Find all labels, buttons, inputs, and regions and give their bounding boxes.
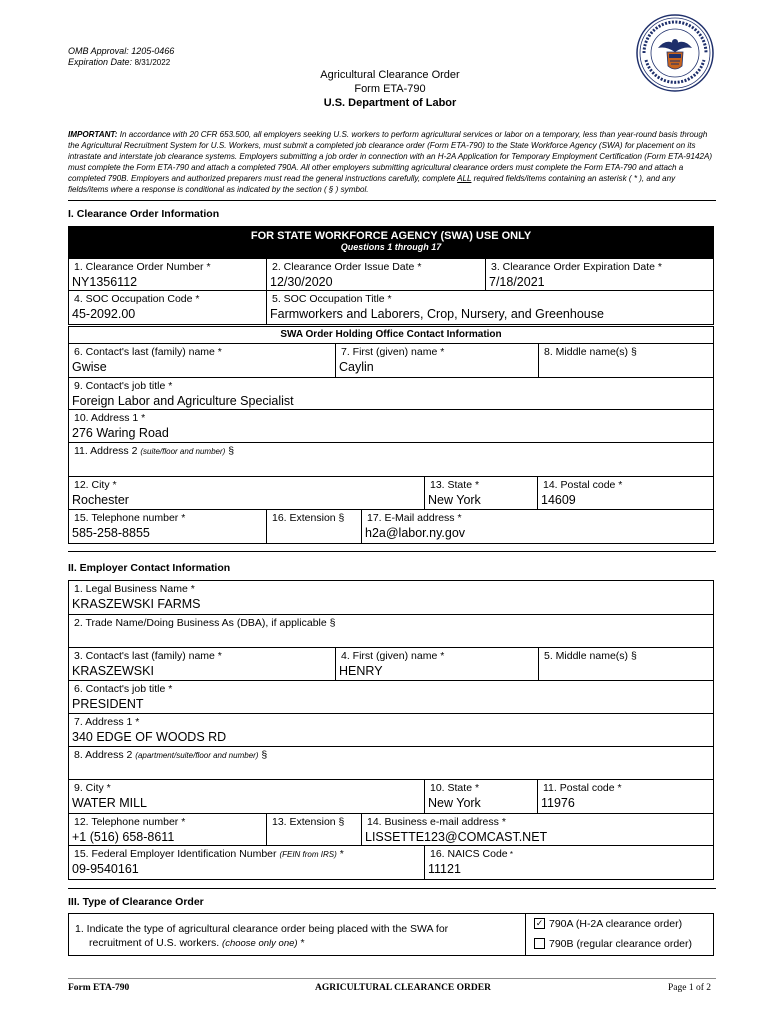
- clearance-order-issue-date-field[interactable]: [266, 258, 486, 291]
- field-value: +1 (516) 658-8611: [72, 830, 175, 844]
- field-label: 16. Extension §: [272, 512, 345, 524]
- divider: [68, 200, 716, 201]
- field-label: 13. Extension §: [272, 816, 345, 828]
- field-label: 6. Contact's last (family) name *: [74, 346, 222, 358]
- soc-occupation-title-field[interactable]: [266, 290, 714, 325]
- checkbox-checked-icon[interactable]: ✓: [535, 917, 544, 928]
- omb-block: [68, 46, 174, 68]
- question-line-1: 1. Indicate the type of agricultural clearance order being placed with the SWA for: [75, 923, 449, 935]
- important-text-2: required fields/items containing an asterisk ( * ), and any fields/items where a response is conditional as indicated by the section ( § ) symbol.: [68, 174, 676, 194]
- employer-email-field[interactable]: [361, 813, 714, 846]
- swa-contact-first-name-field[interactable]: [335, 343, 539, 378]
- field-label: 7. First (given) name *: [341, 346, 445, 358]
- swa-city-field[interactable]: [68, 476, 425, 510]
- swa-postal-code-field[interactable]: [537, 476, 714, 510]
- question-line-2: recruitment of U.S. workers. (choose only one) *: [89, 937, 305, 949]
- field-value: Caylin: [339, 360, 374, 374]
- field-value: KRASZEWSKI: [72, 664, 154, 678]
- swa-contact-last-name-field[interactable]: [68, 343, 336, 378]
- field-label: 9. Contact's job title *: [74, 380, 173, 392]
- swa-contact-job-title-field[interactable]: [68, 377, 714, 410]
- swa-banner: [68, 226, 714, 258]
- clearance-order-number-field[interactable]: [68, 258, 267, 291]
- form-title: [250, 68, 530, 110]
- expiration-date: 8/31/2022: [134, 58, 171, 67]
- field-value: 14609: [541, 493, 576, 507]
- important-notice: [68, 129, 716, 195]
- fein-field[interactable]: [68, 845, 425, 880]
- employer-postal-code-field[interactable]: [537, 779, 714, 814]
- field-value: 585-258-8855: [72, 526, 150, 540]
- field-value: 276 Waring Road: [72, 426, 169, 440]
- option-790a[interactable]: [534, 918, 682, 930]
- field-value: h2a@labor.ny.gov: [365, 526, 466, 540]
- field-label: 10. State *: [430, 782, 480, 794]
- divider: [68, 551, 716, 552]
- title-line-2: Form ETA-790: [354, 83, 426, 95]
- field-label: 4. First (given) name *: [341, 650, 445, 662]
- field-label: 14. Postal code *: [543, 479, 623, 491]
- swa-contact-middle-name-field[interactable]: [538, 343, 714, 378]
- field-label: 7. Address 1 *: [74, 716, 140, 728]
- field-label: 2. Clearance Order Issue Date *: [272, 261, 422, 273]
- field-value: Rochester: [72, 493, 129, 507]
- option-790a-label: 790A (H-2A clearance order): [549, 918, 683, 930]
- swa-extension-field[interactable]: [266, 509, 362, 544]
- employer-address-1-field[interactable]: [68, 713, 714, 747]
- field-value: 7/18/2021: [489, 275, 545, 289]
- expiration-label: Expiration Date:: [68, 57, 133, 67]
- title-line-1: Agricultural Clearance Order: [320, 69, 460, 81]
- field-value: 340 EDGE OF WOODS RD: [72, 730, 227, 744]
- employer-contact-job-title-field[interactable]: [68, 680, 714, 714]
- employer-telephone-field[interactable]: [68, 813, 267, 846]
- field-label: 15. Telephone number *: [74, 512, 186, 524]
- section-2-heading: II. Employer Contact Information: [68, 562, 231, 574]
- field-label: 17. E-Mail address *: [367, 512, 462, 524]
- field-label: 5. Middle name(s) §: [544, 650, 637, 662]
- option-790b[interactable]: [534, 938, 692, 950]
- field-label: 11. Address 2 (suite/floor and number) §: [74, 445, 235, 457]
- field-value: KRASZEWSKI FARMS: [72, 597, 201, 611]
- field-label: 16. NAICS Code *: [430, 848, 513, 860]
- field-label: 3. Clearance Order Expiration Date *: [491, 261, 662, 273]
- swa-address-1-field[interactable]: [68, 409, 714, 443]
- field-value: 12/30/2020: [270, 275, 333, 289]
- field-value: Farmworkers and Laborers, Crop, Nursery, and Greenhouse: [270, 307, 604, 321]
- option-790b-label: 790B (regular clearance order): [549, 938, 692, 950]
- employer-contact-last-name-field[interactable]: [68, 647, 336, 681]
- clearance-order-expiration-date-field[interactable]: [485, 258, 714, 291]
- swa-state-field[interactable]: [424, 476, 538, 510]
- swa-banner-subtitle: Questions 1 through 17: [340, 242, 442, 252]
- field-label: 14. Business e-mail address *: [367, 816, 506, 828]
- legal-business-name-field[interactable]: [68, 580, 714, 615]
- swa-office-heading: SWA Order Holding Office Contact Information: [68, 326, 714, 344]
- employer-address-2-field[interactable]: [68, 746, 714, 780]
- footer-title: AGRICULTURAL CLEARANCE ORDER: [315, 983, 491, 993]
- naics-code-field[interactable]: [424, 845, 714, 880]
- swa-banner-title: FOR STATE WORKFORCE AGENCY (SWA) USE ONLY: [250, 230, 532, 242]
- field-label: 12. City *: [74, 479, 117, 491]
- field-value: 45-2092.00: [72, 307, 136, 321]
- employer-city-field[interactable]: [68, 779, 425, 814]
- field-label: 4. SOC Occupation Code *: [74, 293, 200, 305]
- swa-telephone-field[interactable]: [68, 509, 267, 544]
- section-1-heading: I. Clearance Order Information: [68, 208, 220, 220]
- field-label: 9. City *: [74, 782, 111, 794]
- important-all: ALL: [457, 174, 472, 183]
- field-value: NY1356112: [72, 275, 138, 289]
- employer-contact-middle-name-field[interactable]: [538, 647, 714, 681]
- field-value: New York: [428, 493, 481, 507]
- checkbox-unchecked-icon[interactable]: [534, 938, 545, 949]
- clearance-type-options: [525, 913, 714, 956]
- divider: [68, 888, 716, 889]
- omb-approval: OMB Approval: 1205-0466: [68, 46, 175, 56]
- important-text-1: In accordance with 20 CFR 653.500, all employers seeking U.S. workers to perform agricultural services or labor on a temporary, less than year-round basis through the Agricultural Recruitment System for U.S. Workers, must submit a completed job clearance order (Form ETA-790) to the State Workforce Agency (SWA) for placement on its intrastate and interstate job clearance systems. Employers submitting a job order in connection with an H-2A Application for Temporary Employment Certification (Form ETA-9142A) must complete the Form ETA-790 and attach a completed 790A. All other employers submitting agricultural clearance orders must complete the Form ETA-790 and attach a completed 790B. Employers and authorized preparers must read the general instructions carefully, complete: [68, 130, 713, 183]
- field-value: Gwise: [72, 360, 107, 374]
- field-label: 10. Address 1 *: [74, 412, 146, 424]
- field-label: 1. Clearance Order Number *: [74, 261, 211, 273]
- field-label: 5. SOC Occupation Title *: [272, 293, 392, 305]
- footer-page: Page 1 of 2: [668, 983, 712, 993]
- field-label: 15. Federal Employer Identification Number (FEIN from IRS) *: [74, 848, 344, 860]
- field-value: 11121: [428, 862, 461, 876]
- dol-seal-icon: [636, 14, 714, 92]
- field-value: 09-9540161: [72, 862, 139, 876]
- field-label: 12. Telephone number *: [74, 816, 186, 828]
- clearance-type-question: [68, 913, 526, 956]
- footer-form: Form ETA-790: [68, 983, 130, 993]
- trade-name-field[interactable]: [68, 614, 714, 648]
- field-label: 6. Contact's job title *: [74, 683, 173, 695]
- field-label: 2. Trade Name/Doing Business As (DBA), if applicable §: [74, 617, 336, 629]
- field-label: 11. Postal code *: [543, 782, 622, 794]
- soc-occupation-code-field[interactable]: [68, 290, 267, 325]
- field-label: 8. Address 2 (apartment/suite/floor and number) §: [74, 749, 268, 761]
- swa-address-2-field[interactable]: [68, 442, 714, 477]
- employer-extension-field[interactable]: [266, 813, 362, 846]
- employer-contact-first-name-field[interactable]: [335, 647, 539, 681]
- important-lead: IMPORTANT:: [68, 130, 118, 139]
- field-value: 11976: [541, 796, 575, 810]
- field-value: PRESIDENT: [72, 697, 144, 711]
- swa-email-field[interactable]: [361, 509, 714, 544]
- field-value: Foreign Labor and Agriculture Specialist: [72, 394, 294, 408]
- field-label: 3. Contact's last (family) name *: [74, 650, 222, 662]
- field-value: LISSETTE123@COMCAST.NET: [365, 830, 548, 844]
- employer-state-field[interactable]: [424, 779, 538, 814]
- title-line-3: U.S. Department of Labor: [323, 97, 457, 109]
- section-3-heading: III. Type of Clearance Order: [68, 896, 204, 908]
- field-value: WATER MILL: [72, 796, 148, 810]
- field-label: 8. Middle name(s) §: [544, 346, 637, 358]
- field-value: New York: [428, 796, 481, 810]
- field-value: HENRY: [339, 664, 383, 678]
- field-label: 13. State *: [430, 479, 480, 491]
- field-label: 1. Legal Business Name *: [74, 583, 195, 595]
- footer-divider: [68, 978, 716, 979]
